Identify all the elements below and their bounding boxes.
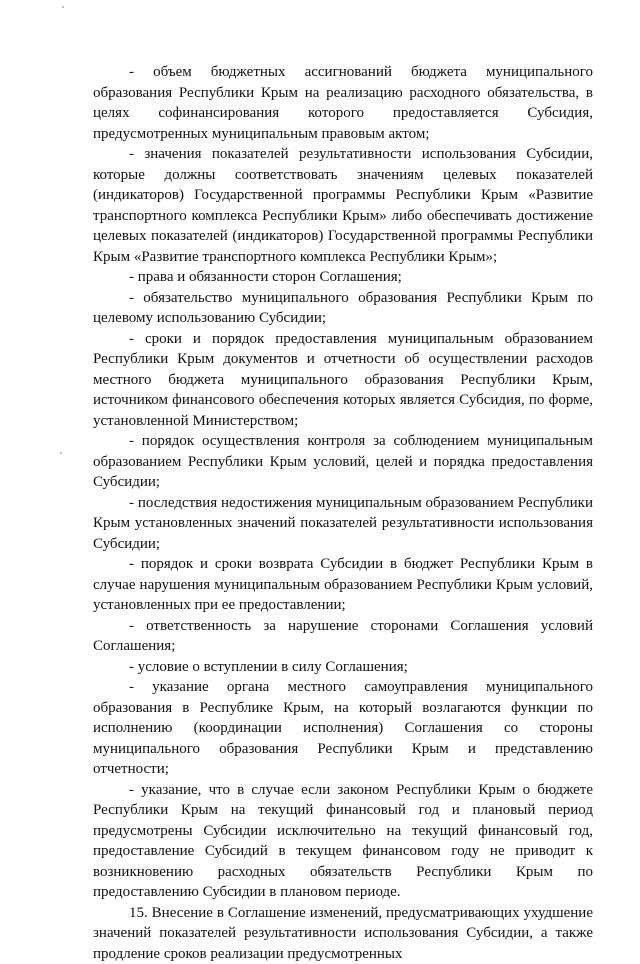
paragraph-performance-indicators: - значения показателей результативности использования Субсидии, которые должны соответствовать значениям целевых показателей (индикаторов) Государственной программы Республики Крым «Развитие транспортного комплекса Республики Крым» либо обеспечивать достижение целевых показателей (индикаторов) Государственной программы Республики Крым «Развитие транспортного комплекса Республики Крым»; (93, 144, 593, 267)
paragraph-control: - порядок осуществления контроля за соблюдением муниципальным образованием Республики Крым условий, целей и порядка предоставления Субсидии; (93, 431, 593, 493)
scan-artifact-top (62, 6, 64, 8)
paragraph-responsible-authority: - указание органа местного самоуправления муниципального образования в Республике Крым, на который возлагаются функции по исполнению (координации исполнения) Соглашения со стороны муниципального образования Республики Крым и представлению отчетности; (93, 677, 593, 780)
scan-artifact-left (60, 452, 62, 454)
paragraph-consequences: - последствия недостижения муниципальным образованием Республики Крым установленных значений показателей результативности использования Субсидии; (93, 493, 593, 555)
paragraph-entry-into-force: - условие о вступлении в силу Соглашения; (93, 657, 593, 678)
document-body (93, 62, 593, 964)
paragraph-reporting: - сроки и порядок предоставления муниципальным образованием Республики Крым документов и отчетности об осуществлении расходов местного бюджета муниципального образования Республики Крым, источником финансового обеспечения которых является Субсидия, по форме, установленной Министерством; (93, 329, 593, 432)
paragraph-budget-allocations: - объем бюджетных ассигнований бюджета муниципального образования Республики Крым на реализацию расходного обязательства, в целях софинансирования которого предоставляется Субсидия, предусмотренных муниципальным правовым актом; (93, 62, 593, 144)
paragraph-liability: - ответственность за нарушение сторонами Соглашения условий Соглашения; (93, 616, 593, 657)
paragraph-target-use: - обязательство муниципального образования Республики Крым по целевому использованию Субсидии; (93, 288, 593, 329)
paragraph-planning-period: - указание, что в случае если законом Республики Крым о бюджете Республики Крым на текущий финансовый год и плановый период предусмотрены Субсидии исключительно на текущий финансовый год, предоставление Субсидий в текущем финансовом году не приводит к возникновению расходных обязательств Республики Крым по предоставлению Субсидии в плановом периоде. (93, 780, 593, 903)
paragraph-refund: - порядок и сроки возврата Субсидии в бюджет Республики Крым в случае нарушения муниципальным образованием Республики Крым условий, установленных при ее предоставлении; (93, 554, 593, 616)
paragraph-rights-obligations: - права и обязанности сторон Соглашения; (93, 267, 593, 288)
paragraph-section-15: 15. Внесение в Соглашение изменений, предусматривающих ухудшение значений показателей результативности использования Субсидии, а также продление сроков реализации предусмотренных (93, 903, 593, 964)
